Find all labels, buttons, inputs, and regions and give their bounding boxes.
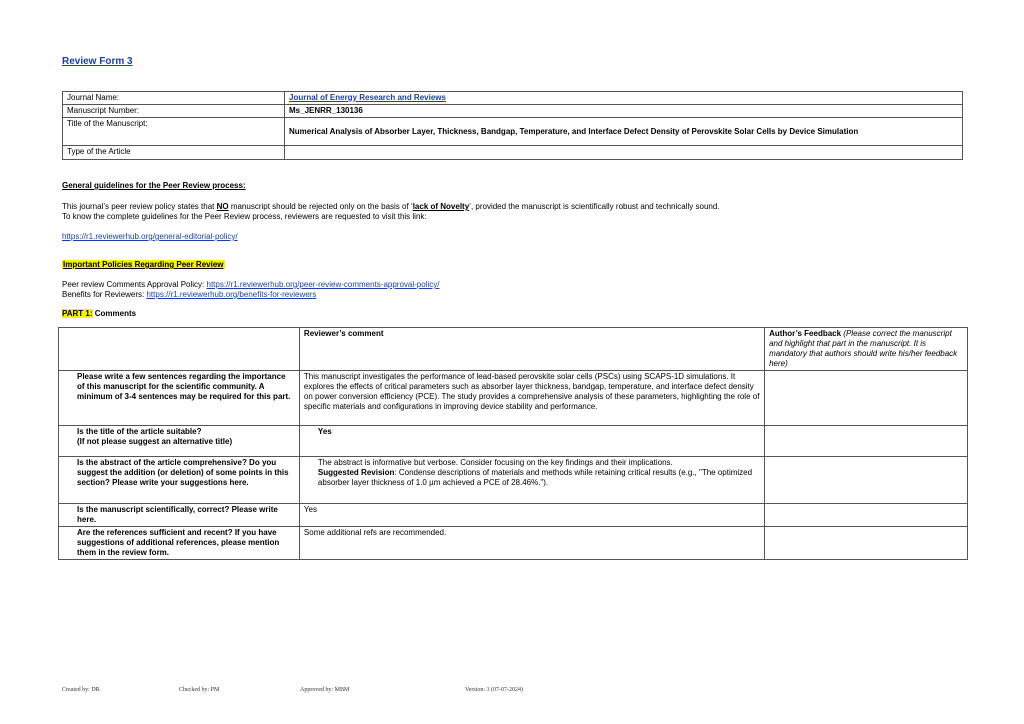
comment-title: Yes	[299, 426, 764, 457]
question-importance: Please write a few sentences regarding the importance of this manuscript for the scientific community. A minimum of 3-4 sentences may be required for this part.	[59, 371, 300, 426]
question-correctness: Is the manuscript scientifically, correct? Please write here.	[59, 504, 300, 527]
table-row	[59, 371, 968, 426]
title-label: Title of the Manuscript:	[63, 118, 285, 146]
footer-version: Version: 3 (07-07-2024)	[465, 687, 523, 693]
lack-of-novelty-emphasis: lack of Novelty	[412, 202, 470, 211]
manuscript-number-value: Ms_JENRR_130136	[285, 105, 963, 118]
article-type-label: Type of the Article	[63, 146, 285, 160]
guidelines-paragraph-2: To know the complete guidelines for the Peer Review process, reviewers are requested to visit this link:	[62, 212, 427, 221]
comment-importance: This manuscript investigates the performance of lead-based perovskite solar cells (PSCs) using SCAPS-1D simulations. It explores the effects of critical parameters such as absorber layer thickness, bandgap, temperature, and interface defect density on power conversion efficiency (PCE). The study provides a comprehensive analysis of these parameters, highlighting the role of specific materials and configurations in improving device stability and performance.	[299, 371, 764, 426]
table-row	[59, 504, 968, 527]
benefits-label: Benefits for Reviewers:	[62, 290, 147, 299]
table-row	[59, 426, 968, 457]
policies-section	[62, 280, 439, 300]
table-row	[59, 457, 968, 504]
feedback-correctness[interactable]	[765, 504, 968, 527]
footer-approved-by: Approved by: MBM	[300, 687, 350, 693]
no-emphasis: NO	[216, 202, 229, 211]
author-feedback-header: Author’s Feedback (Please correct the manuscript and highlight that part in the manuscript. It is mandatory that authors should write his/her feedback here)	[765, 328, 968, 371]
reviewer-comment-header: Reviewer’s comment	[299, 328, 764, 371]
guidelines-heading: General guidelines for the Peer Review process:	[62, 181, 246, 190]
comments-table	[58, 327, 968, 560]
table-row	[59, 527, 968, 560]
guidelines-section	[62, 181, 962, 242]
feedback-importance[interactable]	[765, 371, 968, 426]
comment-correctness: Yes	[299, 504, 764, 527]
footer-created-by: Created by: DR	[62, 687, 100, 693]
feedback-references[interactable]	[765, 527, 968, 560]
manuscript-info-table	[62, 91, 963, 160]
comment-abstract: The abstract is informative but verbose. Consider focusing on the key findings and their implications. Suggested Revision: Condense descriptions of materials and methods while retaining critical results (e.g., "The optimized absorber layer thickness of 1.0 µm achieved a PCE of 28.46%.").	[299, 457, 764, 504]
part-1-label: PART 1:	[62, 309, 93, 318]
feedback-abstract[interactable]	[765, 457, 968, 504]
question-references: Are the references sufficient and recent? If you have suggestions of additional references, please mention them in the review form.	[59, 527, 300, 560]
question-title: Is the title of the article suitable? (If not please suggest an alternative title)	[59, 426, 300, 457]
part-1-heading: PART 1: Comments	[62, 309, 137, 318]
title-value: Numerical Analysis of Absorber Layer, Thickness, Bandgap, Temperature, and Interface Defect Density of Perovskite Solar Cells by Device Simulation	[285, 118, 963, 146]
guidelines-paragraph-1: This journal’s peer review policy states that NO manuscript should be rejected only on the basis of ‘lack of Novelty’, provided the manuscript is scientifically robust and technically sound.	[62, 202, 720, 211]
article-type-value	[285, 146, 963, 160]
footer-checked-by: Checked by: PM	[179, 687, 220, 693]
question-abstract: Is the abstract of the article comprehensive? Do you suggest the addition (or deletion) of some points in this section? Please write your suggestions here.	[59, 457, 300, 504]
journal-label: Journal Name:	[63, 92, 285, 105]
benefits-link[interactable]: https://r1.reviewerhub.org/benefits-for-reviewers	[146, 290, 317, 299]
form-title: Review Form 3	[62, 56, 133, 67]
manuscript-number-label: Manuscript Number:	[63, 105, 285, 118]
journal-link[interactable]: Journal of Energy Research and Reviews	[289, 93, 446, 102]
approval-policy-link[interactable]: https://r1.reviewerhub.org/peer-review-comments-approval-policy/	[206, 280, 440, 289]
editorial-policy-link[interactable]: https://r1.reviewerhub.org/general-editorial-policy/	[62, 232, 238, 241]
policies-heading: Important Policies Regarding Peer Review	[63, 260, 224, 269]
comment-references: Some additional refs are recommended.	[299, 527, 764, 560]
header-empty-cell	[59, 328, 300, 371]
feedback-title[interactable]	[765, 426, 968, 457]
approval-policy-label: Peer review Comments Approval Policy:	[62, 280, 207, 289]
